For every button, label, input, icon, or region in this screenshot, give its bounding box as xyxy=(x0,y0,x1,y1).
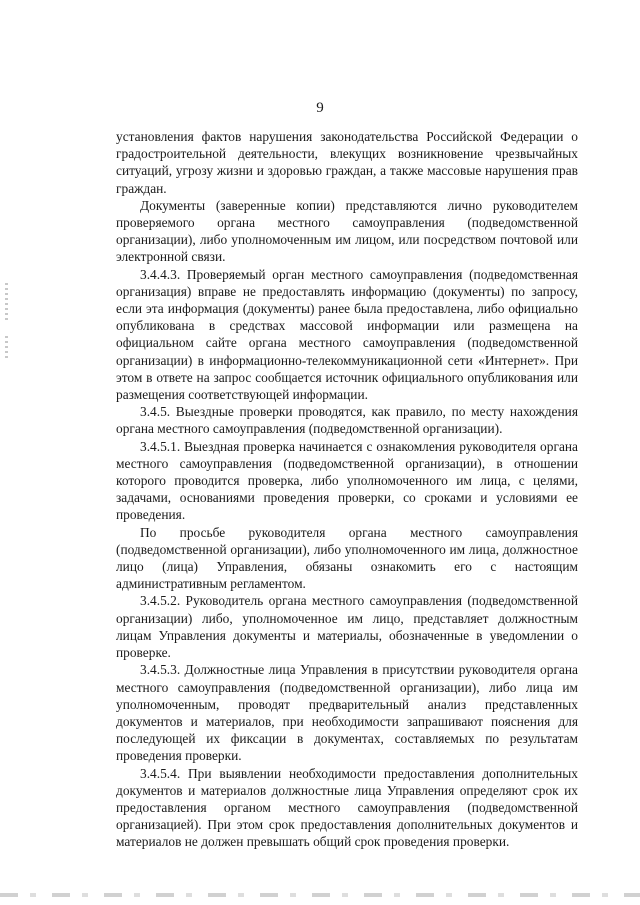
paragraph: 3.4.4.3. Проверяемый орган местного самоуправления (подведомственная организация) вправе не предоставлять информацию (документы) по запросу, если эта информация (документы) ранее была предоставлена, либо официально опубликована в средствах массовой информации или размещена на официальном сайте органа местного самоуправления (подведомственной организации) в информационно-телекоммуникационной сети «Интернет». При этом в ответе на запрос сообщается источник официального опубликования или размещения соответствующей информации. xyxy=(116,266,578,403)
paragraph: 3.4.5. Выездные проверки проводятся, как правило, по месту нахождения органа местного самоуправления (подведомственной организации). xyxy=(116,404,578,437)
paragraph: установления фактов нарушения законодательства Российской Федерации о градостроительной деятельности, влекущих возникновение чрезвычайных ситуаций, угрозу жизни и здоровью граждан, а также массовые нарушения прав граждан. xyxy=(116,129,578,196)
scan-edge-artifact xyxy=(0,893,640,897)
paragraph: 3.4.5.2. Руководитель органа местного самоуправления (подведомственной организации) либо, уполномоченное им лицо, представляет должностным лицам Управления документы и материалы, обозначенные в уведомлении о проверке. xyxy=(116,593,578,661)
paragraph: По просьбе руководителя органа местного самоуправления (подведомственной организации), либо уполномоченного им лица, должностное лицо (лица) Управления, обязаны ознакомить его с настоящим административным регламентом. xyxy=(116,524,578,592)
scan-margin-mark xyxy=(5,336,8,358)
paragraph: Документы (заверенные копии) представляются лично руководителем проверяемого органа местного самоуправления (подведомственной организации), либо уполномоченным им лицом, или посредством почтовой или электронной связи. xyxy=(116,197,578,265)
paragraph: 3.4.5.1. Выездная проверка начинается с ознакомления руководителя органа местного самоуправления (подведомственной организации), в отношении которого проводится проверка, либо уполномоченного им лица, с целями, задачами, основаниями проведения проверки, со сроками и условиями ее проведения. xyxy=(116,438,578,523)
paragraph: 3.4.5.3. Должностные лица Управления в присутствии руководителя органа местного самоуправления (подведомственной организации), либо лица им уполномоченным, проводят предварительный анализ представленных документов и материалов, при необходимости запрашивают пояснения для последующей их фиксации в документах, составляемых по результатам проведения проверки. xyxy=(116,662,578,764)
scan-margin-mark xyxy=(5,283,8,323)
page-number: 9 xyxy=(316,100,324,116)
document-body xyxy=(116,128,578,851)
paragraph: 3.4.5.4. При выявлении необходимости предоставления дополнительных документов и материалов должностные лица Управления определяют срок их предоставления органом местного самоуправления (подведомственной организацией). При этом срок предоставления дополнительных документов и материалов не должен превышать общий срок проведения проверки. xyxy=(116,765,578,850)
